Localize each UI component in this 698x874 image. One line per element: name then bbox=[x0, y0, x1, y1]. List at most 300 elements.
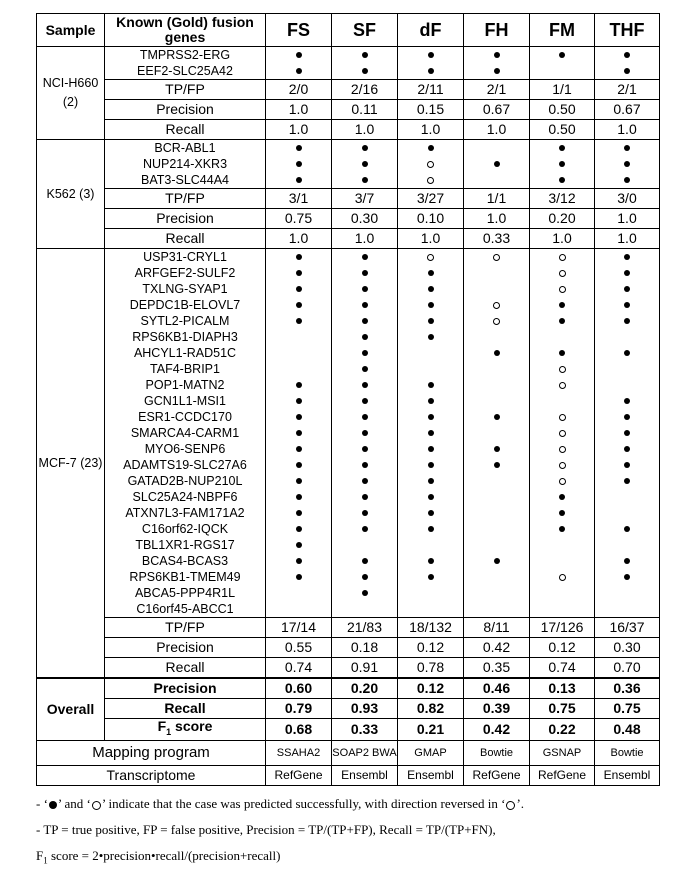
filled-dot-icon bbox=[362, 52, 368, 58]
transcriptome-value: Ensembl bbox=[398, 765, 464, 785]
metric-value: 0.67 bbox=[595, 100, 660, 120]
prediction-cell bbox=[398, 172, 464, 189]
prediction-cell bbox=[332, 281, 398, 297]
prediction-cell bbox=[266, 537, 332, 553]
prediction-cell bbox=[464, 47, 530, 64]
filled-dot-icon bbox=[296, 494, 302, 500]
open-dot-icon bbox=[506, 801, 515, 810]
gene-row bbox=[37, 156, 660, 172]
filled-dot-icon bbox=[362, 254, 368, 260]
filled-dot-icon bbox=[559, 318, 565, 324]
sample-name: MCF-7 (23) bbox=[37, 249, 105, 679]
prediction-cell bbox=[464, 521, 530, 537]
fusion-results-table bbox=[36, 13, 660, 786]
prediction-cell bbox=[398, 521, 464, 537]
filled-dot-icon bbox=[428, 382, 434, 388]
overall-value: 0.60 bbox=[266, 678, 332, 699]
filled-dot-icon bbox=[624, 52, 630, 58]
prediction-cell bbox=[595, 172, 660, 189]
metric-value: 0.30 bbox=[332, 209, 398, 229]
metric-value: 1.0 bbox=[332, 120, 398, 140]
prediction-cell bbox=[332, 505, 398, 521]
gene-row bbox=[37, 249, 660, 266]
prediction-cell bbox=[266, 569, 332, 585]
filled-dot-icon bbox=[428, 286, 434, 292]
prediction-cell bbox=[398, 265, 464, 281]
prediction-cell bbox=[266, 553, 332, 569]
filled-dot-icon bbox=[296, 398, 302, 404]
prediction-cell bbox=[266, 329, 332, 345]
prediction-cell bbox=[530, 361, 595, 377]
sample-name: K562 (3) bbox=[37, 140, 105, 249]
prediction-cell bbox=[332, 457, 398, 473]
filled-dot-icon bbox=[296, 574, 302, 580]
prediction-cell bbox=[464, 457, 530, 473]
filled-dot-icon bbox=[296, 478, 302, 484]
metric-value: 0.74 bbox=[266, 658, 332, 679]
metric-label: TP/FP bbox=[105, 189, 266, 209]
filled-dot-icon bbox=[494, 446, 500, 452]
prediction-cell bbox=[530, 393, 595, 409]
prediction-cell bbox=[530, 156, 595, 172]
filled-dot-icon bbox=[296, 177, 302, 183]
prediction-cell bbox=[530, 425, 595, 441]
filled-dot-icon bbox=[296, 52, 302, 58]
header-method: THF bbox=[595, 14, 660, 47]
prediction-cell bbox=[464, 265, 530, 281]
gene-name: ABCA5-PPP4R1L bbox=[105, 585, 266, 601]
metric-value: 1.0 bbox=[266, 229, 332, 249]
gene-name: NUP214-XKR3 bbox=[105, 156, 266, 172]
prediction-cell bbox=[266, 156, 332, 172]
prediction-cell bbox=[398, 281, 464, 297]
filled-dot-icon bbox=[296, 462, 302, 468]
transcriptome-label: Transcriptome bbox=[37, 765, 266, 785]
prediction-cell bbox=[464, 553, 530, 569]
filled-dot-icon bbox=[559, 161, 565, 167]
prediction-cell bbox=[398, 313, 464, 329]
prediction-cell bbox=[595, 553, 660, 569]
filled-dot-icon bbox=[362, 270, 368, 276]
metric-row-precision bbox=[37, 638, 660, 658]
filled-dot-icon bbox=[362, 318, 368, 324]
prediction-cell bbox=[464, 489, 530, 505]
metric-value: 17/14 bbox=[266, 618, 332, 638]
prediction-cell bbox=[464, 585, 530, 601]
filled-dot-icon bbox=[296, 414, 302, 420]
filled-dot-icon bbox=[296, 542, 302, 548]
metric-value: 1.0 bbox=[332, 229, 398, 249]
prediction-cell bbox=[595, 329, 660, 345]
filled-dot-icon bbox=[428, 398, 434, 404]
gene-name: ATXN7L3-FAM171A2 bbox=[105, 505, 266, 521]
prediction-cell bbox=[398, 457, 464, 473]
prediction-cell bbox=[398, 345, 464, 361]
metric-value: 8/11 bbox=[464, 618, 530, 638]
filled-dot-icon bbox=[428, 494, 434, 500]
filled-dot-icon bbox=[362, 161, 368, 167]
header-method: FS bbox=[266, 14, 332, 47]
prediction-cell bbox=[595, 140, 660, 157]
prediction-cell bbox=[595, 47, 660, 64]
prediction-cell bbox=[266, 47, 332, 64]
filled-dot-icon bbox=[559, 526, 565, 532]
gene-name: ADAMTS19-SLC27A6 bbox=[105, 457, 266, 473]
metric-value: 0.50 bbox=[530, 120, 595, 140]
filled-dot-icon bbox=[362, 510, 368, 516]
gene-row bbox=[37, 393, 660, 409]
filled-dot-icon bbox=[494, 350, 500, 356]
filled-dot-icon bbox=[624, 446, 630, 452]
metric-value: 2/1 bbox=[595, 80, 660, 100]
filled-dot-icon bbox=[494, 161, 500, 167]
prediction-cell bbox=[530, 441, 595, 457]
overall-value: 0.79 bbox=[266, 699, 332, 719]
metric-label: Precision bbox=[105, 100, 266, 120]
filled-dot-icon bbox=[296, 161, 302, 167]
transcriptome-value: Ensembl bbox=[332, 765, 398, 785]
open-dot-icon bbox=[493, 254, 500, 261]
gene-name: TBL1XR1-RGS17 bbox=[105, 537, 266, 553]
prediction-cell bbox=[398, 140, 464, 157]
filled-dot-icon bbox=[428, 462, 434, 468]
metric-value: 1.0 bbox=[266, 100, 332, 120]
filled-dot-icon bbox=[362, 350, 368, 356]
prediction-cell bbox=[595, 393, 660, 409]
filled-dot-icon bbox=[624, 177, 630, 183]
gene-row bbox=[37, 441, 660, 457]
open-dot-icon bbox=[559, 414, 566, 421]
prediction-cell bbox=[266, 140, 332, 157]
gene-name: DEPDC1B-ELOVL7 bbox=[105, 297, 266, 313]
prediction-cell bbox=[464, 425, 530, 441]
filled-dot-icon bbox=[296, 510, 302, 516]
filled-dot-icon bbox=[362, 366, 368, 372]
metric-value: 0.20 bbox=[530, 209, 595, 229]
filled-dot-icon bbox=[362, 494, 368, 500]
prediction-cell bbox=[398, 249, 464, 266]
filled-dot-icon bbox=[362, 462, 368, 468]
open-dot-icon bbox=[427, 254, 434, 261]
prediction-cell bbox=[464, 313, 530, 329]
header-method: dF bbox=[398, 14, 464, 47]
gene-row bbox=[37, 329, 660, 345]
gene-row bbox=[37, 297, 660, 313]
prediction-cell bbox=[266, 63, 332, 80]
gene-name: EEF2-SLC25A42 bbox=[105, 63, 266, 80]
prediction-cell bbox=[464, 601, 530, 618]
filled-dot-icon bbox=[559, 145, 565, 151]
metric-label: TP/FP bbox=[105, 618, 266, 638]
open-dot-icon bbox=[427, 161, 434, 168]
filled-dot-icon bbox=[362, 302, 368, 308]
overall-value: 0.13 bbox=[530, 678, 595, 699]
prediction-cell bbox=[332, 409, 398, 425]
filled-dot-icon bbox=[428, 334, 434, 340]
header-sample: Sample bbox=[37, 14, 105, 47]
metric-value: 1.0 bbox=[595, 120, 660, 140]
gene-row bbox=[37, 585, 660, 601]
filled-dot-icon bbox=[428, 414, 434, 420]
prediction-cell bbox=[398, 297, 464, 313]
prediction-cell bbox=[464, 281, 530, 297]
gene-name: BAT3-SLC44A4 bbox=[105, 172, 266, 189]
mapping-value: GMAP bbox=[398, 740, 464, 765]
prediction-cell bbox=[266, 409, 332, 425]
prediction-cell bbox=[266, 489, 332, 505]
gene-row bbox=[37, 409, 660, 425]
metric-row-recall bbox=[37, 120, 660, 140]
prediction-cell bbox=[266, 521, 332, 537]
prediction-cell bbox=[595, 489, 660, 505]
prediction-cell bbox=[398, 489, 464, 505]
prediction-cell bbox=[266, 345, 332, 361]
metric-value: 1.0 bbox=[595, 229, 660, 249]
open-dot-icon bbox=[559, 478, 566, 485]
prediction-cell bbox=[595, 425, 660, 441]
prediction-cell bbox=[398, 425, 464, 441]
metric-value: 1.0 bbox=[398, 120, 464, 140]
gene-name: GCN1L1-MSI1 bbox=[105, 393, 266, 409]
prediction-cell bbox=[464, 156, 530, 172]
metric-label: Recall bbox=[105, 658, 266, 679]
filled-dot-icon bbox=[624, 414, 630, 420]
gene-row bbox=[37, 345, 660, 361]
gene-row bbox=[37, 473, 660, 489]
filled-dot-icon bbox=[624, 286, 630, 292]
metric-value: 1.0 bbox=[530, 229, 595, 249]
prediction-cell bbox=[530, 297, 595, 313]
prediction-cell bbox=[464, 297, 530, 313]
prediction-cell bbox=[398, 393, 464, 409]
gene-name: TMPRSS2-ERG bbox=[105, 47, 266, 64]
open-dot-icon bbox=[559, 254, 566, 261]
filled-dot-icon bbox=[624, 145, 630, 151]
filled-dot-icon bbox=[428, 318, 434, 324]
overall-value: 0.46 bbox=[464, 678, 530, 699]
gene-name: MYO6-SENP6 bbox=[105, 441, 266, 457]
gene-name: ARFGEF2-SULF2 bbox=[105, 265, 266, 281]
transcriptome-value: RefGene bbox=[464, 765, 530, 785]
prediction-cell bbox=[332, 297, 398, 313]
prediction-cell bbox=[332, 345, 398, 361]
filled-dot-icon bbox=[428, 574, 434, 580]
transcriptome-value: Ensembl bbox=[595, 765, 660, 785]
gene-row bbox=[37, 457, 660, 473]
metric-value: 0.70 bbox=[595, 658, 660, 679]
table-notes bbox=[36, 795, 524, 873]
prediction-cell bbox=[530, 329, 595, 345]
filled-dot-icon bbox=[624, 161, 630, 167]
open-dot-icon bbox=[92, 801, 101, 810]
metric-row-recall bbox=[37, 229, 660, 249]
overall-value: 0.93 bbox=[332, 699, 398, 719]
prediction-cell bbox=[332, 329, 398, 345]
metric-value: 1/1 bbox=[530, 80, 595, 100]
metric-value: 1.0 bbox=[464, 120, 530, 140]
prediction-cell bbox=[266, 473, 332, 489]
prediction-cell bbox=[464, 249, 530, 266]
prediction-cell bbox=[332, 441, 398, 457]
metric-value: 0.78 bbox=[398, 658, 464, 679]
filled-dot-icon bbox=[362, 574, 368, 580]
filled-dot-icon bbox=[362, 334, 368, 340]
filled-dot-icon bbox=[624, 430, 630, 436]
filled-dot-icon bbox=[559, 177, 565, 183]
mapping-row bbox=[37, 740, 660, 765]
filled-dot-icon bbox=[362, 68, 368, 74]
metric-value: 0.11 bbox=[332, 100, 398, 120]
filled-dot-icon bbox=[362, 286, 368, 292]
header-method: SF bbox=[332, 14, 398, 47]
open-dot-icon bbox=[559, 446, 566, 453]
prediction-cell bbox=[332, 47, 398, 64]
overall-metric-label: Precision bbox=[105, 678, 266, 699]
filled-dot-icon bbox=[624, 478, 630, 484]
filled-dot-icon bbox=[624, 254, 630, 260]
prediction-cell bbox=[332, 249, 398, 266]
filled-dot-icon bbox=[624, 526, 630, 532]
prediction-cell bbox=[464, 473, 530, 489]
metric-label: Precision bbox=[105, 638, 266, 658]
filled-dot-icon bbox=[362, 558, 368, 564]
gene-name: POP1-MATN2 bbox=[105, 377, 266, 393]
open-dot-icon bbox=[559, 270, 566, 277]
filled-dot-icon bbox=[362, 177, 368, 183]
prediction-cell bbox=[464, 63, 530, 80]
prediction-cell bbox=[266, 361, 332, 377]
metric-label: Recall bbox=[105, 229, 266, 249]
metric-row-tpfp bbox=[37, 80, 660, 100]
prediction-cell bbox=[595, 156, 660, 172]
prediction-cell bbox=[266, 457, 332, 473]
prediction-cell bbox=[464, 409, 530, 425]
gene-row bbox=[37, 63, 660, 80]
prediction-cell bbox=[595, 313, 660, 329]
prediction-cell bbox=[530, 601, 595, 618]
header-row bbox=[37, 14, 660, 47]
gene-name: SMARCA4-CARM1 bbox=[105, 425, 266, 441]
filled-dot-icon bbox=[428, 145, 434, 151]
prediction-cell bbox=[595, 505, 660, 521]
prediction-cell bbox=[595, 473, 660, 489]
metric-value: 0.50 bbox=[530, 100, 595, 120]
filled-dot-icon bbox=[362, 382, 368, 388]
prediction-cell bbox=[530, 377, 595, 393]
header-method: FH bbox=[464, 14, 530, 47]
filled-dot-icon bbox=[624, 302, 630, 308]
prediction-cell bbox=[332, 361, 398, 377]
prediction-cell bbox=[266, 313, 332, 329]
metric-value: 1.0 bbox=[266, 120, 332, 140]
overall-value: 0.48 bbox=[595, 719, 660, 741]
filled-dot-icon bbox=[624, 398, 630, 404]
filled-dot-icon bbox=[362, 430, 368, 436]
prediction-cell bbox=[530, 585, 595, 601]
note-definitions: - TP = true positive, FP = false positive, Precision = TP/(TP+FP), Recall = TP/(TP+FN), bbox=[36, 822, 496, 837]
gene-name: BCR-ABL1 bbox=[105, 140, 266, 157]
metric-value: 17/126 bbox=[530, 618, 595, 638]
filled-dot-icon bbox=[362, 446, 368, 452]
gene-name: SLC25A24-NBPF6 bbox=[105, 489, 266, 505]
overall-value: 0.21 bbox=[398, 719, 464, 741]
filled-dot-icon bbox=[428, 430, 434, 436]
prediction-cell bbox=[398, 63, 464, 80]
metric-value: 0.30 bbox=[595, 638, 660, 658]
prediction-cell bbox=[332, 265, 398, 281]
prediction-cell bbox=[266, 505, 332, 521]
prediction-cell bbox=[398, 329, 464, 345]
prediction-cell bbox=[595, 569, 660, 585]
prediction-cell bbox=[595, 601, 660, 618]
transcriptome-row bbox=[37, 765, 660, 785]
prediction-cell bbox=[530, 473, 595, 489]
overall-value: 0.36 bbox=[595, 678, 660, 699]
prediction-cell bbox=[398, 505, 464, 521]
prediction-cell bbox=[595, 585, 660, 601]
prediction-cell bbox=[398, 361, 464, 377]
metric-value: 2/11 bbox=[398, 80, 464, 100]
filled-dot-icon bbox=[428, 478, 434, 484]
mapping-value: SOAP2 BWA bbox=[332, 740, 398, 765]
metric-value: 2/1 bbox=[464, 80, 530, 100]
sample-name: NCI-H660 (2) bbox=[37, 47, 105, 140]
header-gold-genes: Known (Gold) fusion genes bbox=[105, 14, 266, 47]
metric-value: 0.35 bbox=[464, 658, 530, 679]
prediction-cell bbox=[332, 473, 398, 489]
gene-name: SYTL2-PICALM bbox=[105, 313, 266, 329]
open-dot-icon bbox=[493, 318, 500, 325]
prediction-cell bbox=[266, 297, 332, 313]
overall-value: 0.20 bbox=[332, 678, 398, 699]
filled-dot-icon bbox=[428, 526, 434, 532]
prediction-cell bbox=[595, 265, 660, 281]
filled-dot-icon bbox=[296, 430, 302, 436]
prediction-cell bbox=[464, 537, 530, 553]
filled-dot-icon bbox=[428, 510, 434, 516]
prediction-cell bbox=[266, 265, 332, 281]
open-dot-icon bbox=[559, 462, 566, 469]
gene-name: RPS6KB1-DIAPH3 bbox=[105, 329, 266, 345]
metric-value: 1.0 bbox=[595, 209, 660, 229]
overall-row bbox=[37, 719, 660, 741]
gene-row bbox=[37, 505, 660, 521]
metric-value: 0.67 bbox=[464, 100, 530, 120]
prediction-cell bbox=[398, 473, 464, 489]
metric-row-tpfp bbox=[37, 189, 660, 209]
metric-row-precision bbox=[37, 100, 660, 120]
prediction-cell bbox=[398, 409, 464, 425]
filled-dot-icon bbox=[428, 558, 434, 564]
filled-dot-icon bbox=[624, 318, 630, 324]
metric-value: 3/1 bbox=[266, 189, 332, 209]
overall-row bbox=[37, 678, 660, 699]
gene-name: C16orf45-ABCC1 bbox=[105, 601, 266, 618]
transcriptome-value: RefGene bbox=[530, 765, 595, 785]
prediction-cell bbox=[595, 441, 660, 457]
metric-value: 1/1 bbox=[464, 189, 530, 209]
prediction-cell bbox=[464, 345, 530, 361]
metric-value: 2/16 bbox=[332, 80, 398, 100]
open-dot-icon bbox=[559, 366, 566, 373]
open-dot-icon bbox=[427, 177, 434, 184]
metric-label: Precision bbox=[105, 209, 266, 229]
prediction-cell bbox=[595, 361, 660, 377]
metric-value: 0.74 bbox=[530, 658, 595, 679]
prediction-cell bbox=[464, 569, 530, 585]
filled-dot-icon bbox=[624, 462, 630, 468]
filled-dot-icon bbox=[428, 270, 434, 276]
